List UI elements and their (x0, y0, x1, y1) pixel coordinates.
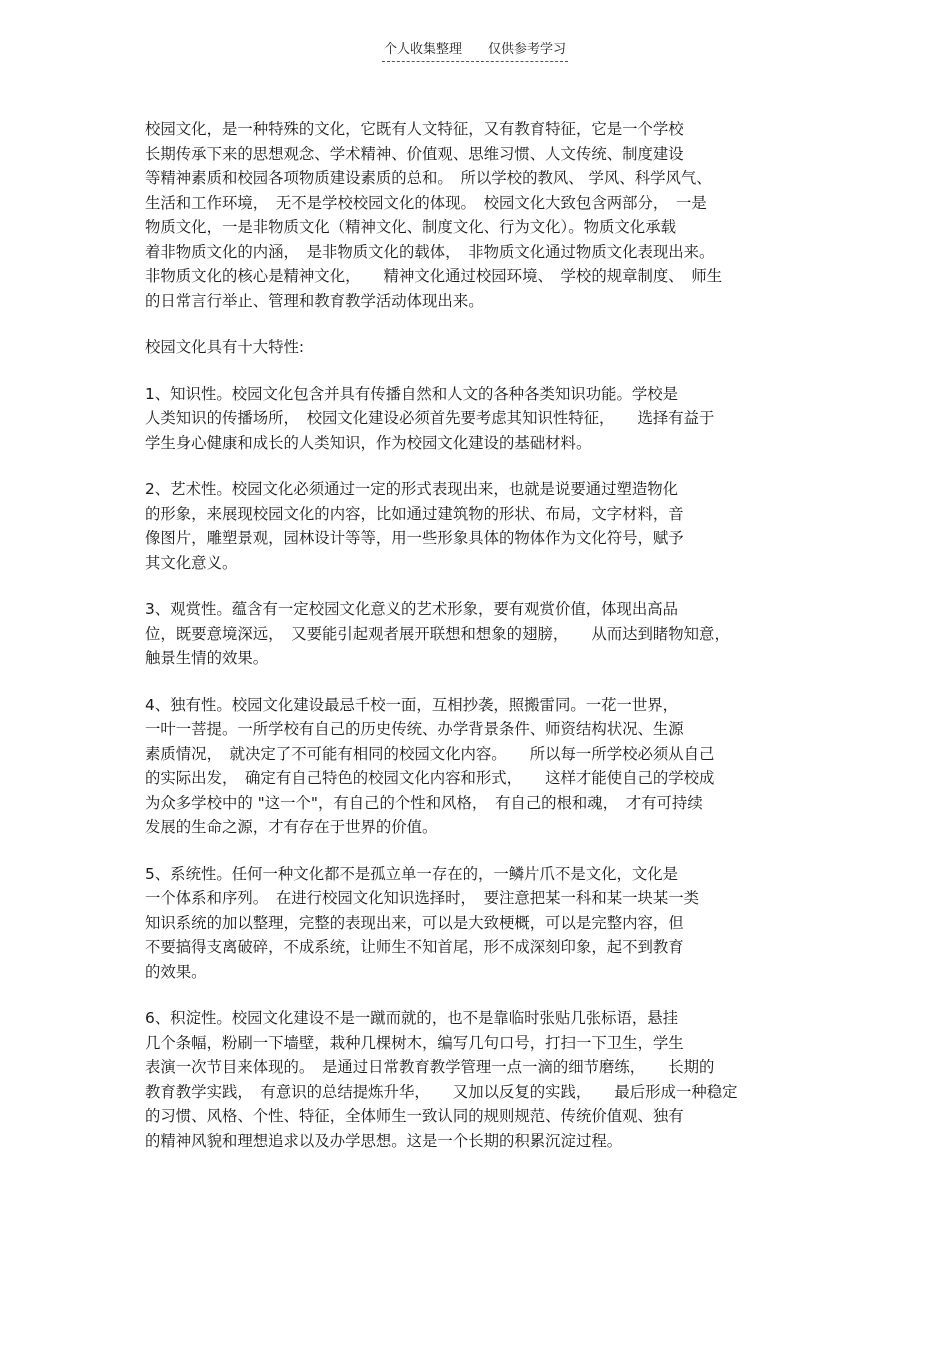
text-line: 表演一次节目来体现的。 是通过日常教育教学管理一点一滴的细节磨练， 长期的 (145, 1058, 715, 1076)
text-line: 5、系统性。任何一种文化都不是孤立单一存在的，一鳞片爪不是文化，文化是 (145, 864, 679, 883)
text-line: 一个体系和序列。 在进行校园文化知识选择时， 要注意把某一科和某一块某一类 (145, 889, 700, 907)
text-line: 的实际出发， 确定有自己特色的校园文化内容和形式， 这样才能使自己的学校成 (145, 769, 715, 787)
text-line: 位，既要意境深远， 又要能引起观者展开联想和想象的翅膀， 从而达到睹物知意， (145, 624, 730, 643)
text-line: 知识系统的加以整理，完整的表现出来，可以是大致梗概，可以是完整内容，但 (145, 913, 684, 932)
text-line: 其文化意义。 (145, 553, 238, 572)
text-line: 的习惯、风格、个性、特征，全体师生一致认同的规则规范、传统价值观、独有 (145, 1107, 684, 1125)
text-line: 的形象，来展现校园文化的内容，比如通过建筑物的形状、布局，文字材料，音 (145, 504, 684, 523)
text-line: 6、积淀性。校园文化建设不是一蹴而就的，也不是靠临时张贴几张标语，悬挂 (145, 1009, 679, 1027)
text-line: 长期传承下来的思想观念、学术精神、价值观、思维习惯、人文传统、制度建设 (145, 144, 684, 163)
text-line: 素质情况， 就决定了不可能有相同的校园文化内容。 所以每一所学校必须从自己 (145, 744, 715, 763)
text-line: 非物质文化的核心是精神文化， 精神文化通过校园环境、 学校的规章制度、 师生 (145, 267, 723, 285)
text-line: 几个条幅，粉刷一下墙壁，栽种几棵树木，编写几句口号，打扫一下卫生，学生 (145, 1033, 684, 1052)
text-line: 教育教学实践， 有意识的总结提炼升华， 又加以反复的实践， 最后形成一种稳定 (145, 1082, 738, 1101)
header-right-text: 仅供参考学习 (488, 42, 567, 57)
header-left-text: 个人收集整理 (383, 42, 462, 57)
text-line: 为众多学校中的 "这一个"，有自己的个性和风格， 有自己的根和魂， 才有可持续 (145, 793, 703, 812)
text-line: 不要搞得支离破碎，不成系统，让师生不知首尾，形不成深刻印象，起不到教育 (145, 938, 684, 956)
header-label (382, 41, 568, 62)
paragraph-heading (145, 335, 810, 360)
text-line: 2、艺术性。校园文化必须通过一定的形式表现出来，也就是说要通过塑造物化 (145, 480, 679, 498)
text-line: 校园文化，是一种特殊的文化，它既有人文特征，又有教育特征，它是一个学校 (145, 120, 684, 138)
text-line: 触景生情的效果。 (145, 649, 269, 667)
text-line: 1、知识性。校园文化包含并具有传播自然和人文的各种各类知识功能。学校是 (145, 384, 679, 403)
text-line: 学生身心健康和成长的人类知识，作为校园文化建设的基础材料。 (145, 433, 592, 452)
paragraph-item-6 (145, 1006, 810, 1153)
section-heading: 校园文化具有十大特性: (145, 338, 305, 356)
paragraph-intro (145, 117, 810, 313)
paragraph-item-4 (145, 693, 810, 840)
text-line: 的日常言行举止、管理和教育教学活动体现出来。 (145, 291, 484, 310)
paragraph-item-5 (145, 862, 810, 985)
page-header (0, 38, 950, 62)
text-line: 的精神风貌和理想追求以及办学思想。这是一个长期的积累沉淀过程。 (145, 1131, 623, 1150)
paragraph-item-1 (145, 382, 810, 456)
paragraph-item-2 (145, 477, 810, 575)
document-body (145, 117, 810, 1175)
text-line: 发展的生命之源，才有存在于世界的价值。 (145, 818, 438, 836)
text-line: 像图片，雕塑景观，园林设计等等，用一些形象具体的物体作为文化符号，赋予 (145, 529, 684, 547)
paragraph-item-3 (145, 597, 810, 671)
text-line: 一叶一菩提。一所学校有自己的历史传统、办学背景条件、师资结构状况、生源 (145, 720, 684, 738)
text-line: 生活和工作环境， 无不是学校校园文化的体现。 校园文化大致包含两部分， 一是 (145, 193, 707, 212)
text-line: 4、独有性。校园文化建设最忌千校一面，互相抄袭，照搬雷同。一花一世界， (145, 695, 679, 714)
text-line: 人类知识的传播场所， 校园文化建设必须首先要考虑其知识性特征， 选择有益于 (145, 409, 715, 427)
text-line: 的效果。 (145, 962, 207, 981)
text-line: 着非物质文化的内涵， 是非物质文化的载体， 非物质文化通过物质文化表现出来。 (145, 242, 715, 261)
text-line: 等精神素质和校园各项物质建设素质的总和。 所以学校的教风、 学风、科学风气、 (145, 169, 712, 187)
text-line: 物质文化，一是非物质文化（精神文化、制度文化、行为文化）。物质文化承载 (145, 218, 676, 236)
text-line: 3、观赏性。蕴含有一定校园文化意义的艺术形象，要有观赏价值，体现出高品 (145, 600, 679, 618)
